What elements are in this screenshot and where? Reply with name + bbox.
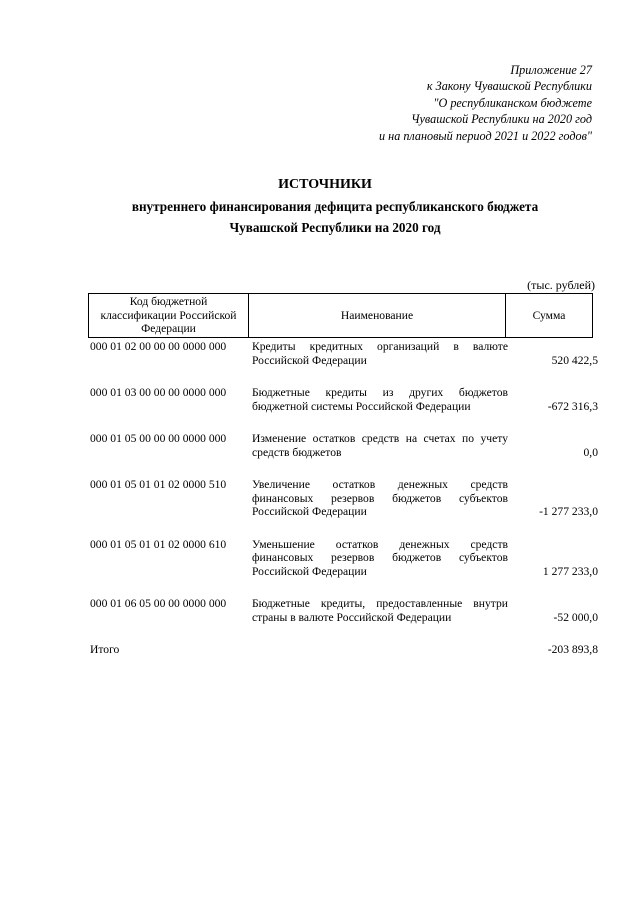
table-row — [90, 432, 598, 459]
table-row — [90, 340, 598, 367]
row-name: Увеличение остатков денежных средств финансовых резервов бюджетов субъектов Российской Федерации — [252, 478, 508, 518]
appendix-note — [379, 62, 592, 144]
total-row — [90, 643, 598, 657]
title-main: ИСТОЧНИКИ — [278, 177, 372, 192]
row-name: Уменьшение остатков денежных средств финансовых резервов бюджетов субъектов Российской Федерации — [252, 537, 508, 578]
row-code: 000 01 05 01 01 02 0000 610 — [90, 537, 227, 551]
row-sum: 1 277 233,0 — [542, 564, 598, 578]
total-label: Итого — [90, 643, 120, 656]
row-sum: -52 000,0 — [553, 610, 598, 624]
total-sum: -203 893,8 — [547, 643, 598, 656]
row-name: Бюджетные кредиты из других бюджетов бюджетной системы Российской Федерации — [252, 386, 508, 413]
row-code: 000 01 03 00 00 00 0000 000 — [90, 386, 227, 399]
appendix-line: Приложение 27 — [510, 63, 592, 77]
row-code: 000 01 05 01 01 02 0000 510 — [90, 478, 227, 491]
unit-label: (тыс. рублей) — [527, 278, 595, 292]
table-header — [88, 293, 593, 338]
appendix-line: Чувашской Республики на 2020 год — [411, 112, 592, 127]
row-code: 000 01 02 00 00 00 0000 000 — [90, 340, 227, 353]
row-code: 000 01 06 05 00 00 0000 000 — [90, 597, 227, 610]
appendix-line: к Закону Чувашской Республики — [426, 79, 592, 94]
row-name: Кредиты кредитных организаций в валюте Российской Федерации — [252, 340, 508, 367]
table-body — [90, 340, 598, 657]
header-name: Наименование — [249, 294, 506, 338]
row-code: 000 01 05 00 00 00 0000 000 — [90, 432, 227, 445]
row-sum: -672 316,3 — [547, 399, 598, 413]
row-name: Изменение остатков средств на счетах по учету средств бюджетов — [252, 432, 508, 459]
row-sum: -1 277 233,0 — [539, 505, 598, 518]
table-row — [90, 478, 598, 519]
title-line-1: внутреннего финансирования дефицита республиканского бюджета — [131, 199, 539, 214]
row-sum: 0,0 — [583, 445, 598, 459]
title-line-2: Чувашской Республики на 2020 год — [229, 220, 441, 235]
title-subtitle — [30, 196, 640, 238]
appendix-line: "О республиканском бюджете — [433, 95, 592, 110]
row-name: Бюджетные кредиты, предоставленные внутри страны в валюте Российской Федерации — [252, 597, 508, 624]
table-row — [90, 386, 598, 413]
row-sum: 520 422,5 — [551, 353, 598, 367]
table-row — [90, 538, 598, 579]
header-sum: Сумма — [506, 294, 593, 338]
header-code: Код бюджетной классификации Российской Федерации — [89, 294, 249, 338]
document-title — [0, 176, 640, 238]
table-row — [90, 597, 598, 624]
appendix-line: и на плановый период 2021 и 2022 годов" — [379, 128, 592, 143]
